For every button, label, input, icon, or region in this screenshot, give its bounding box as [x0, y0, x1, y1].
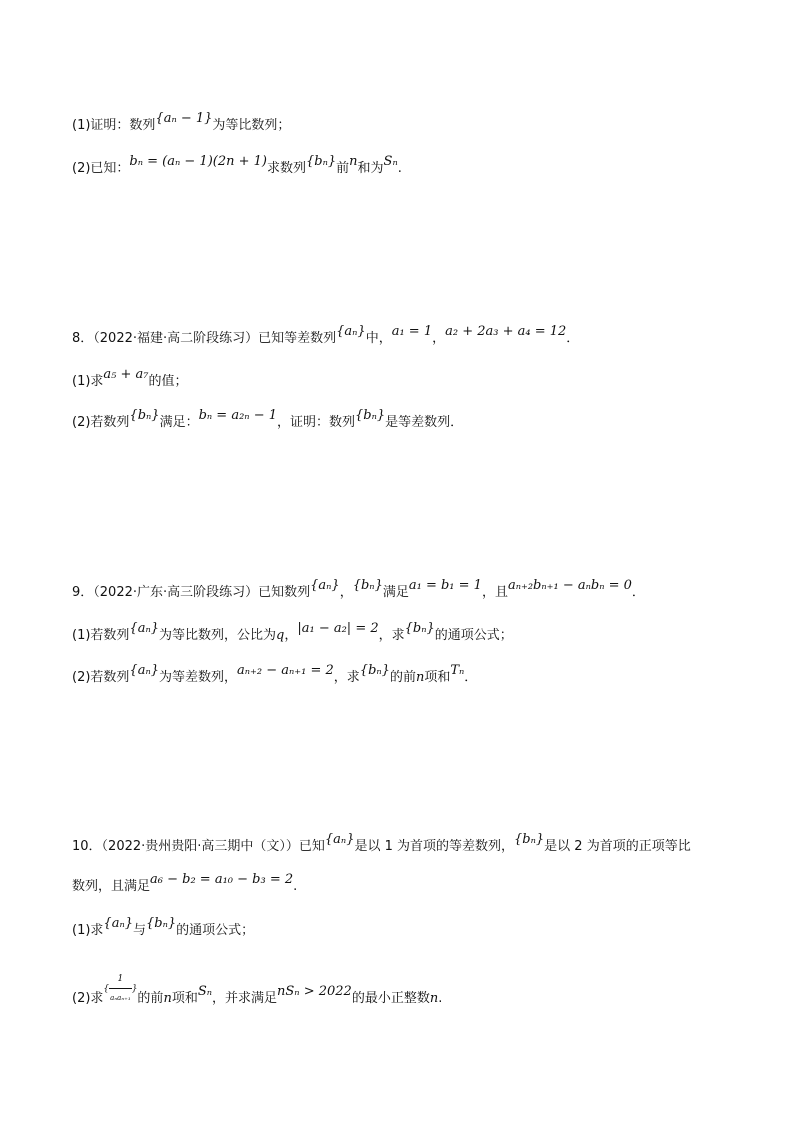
- text: .: [397, 161, 402, 176]
- math: |a₁ − a₂| = 2: [297, 621, 379, 636]
- text: (2)已知：: [72, 161, 130, 176]
- text: ．: [464, 670, 478, 685]
- math: aₙ₊₂bₙ₊₁ − aₙbₙ = 0: [507, 578, 632, 593]
- text: 是以 2 为首项的正项等比: [544, 839, 691, 854]
- text: 的最小正整数: [351, 991, 430, 1006]
- text: (2)若数列: [72, 415, 130, 430]
- text: ．: [631, 585, 645, 600]
- math: {aₙ}: [129, 621, 159, 636]
- text: 为等比数列；: [212, 118, 291, 133]
- math: n: [415, 670, 425, 685]
- problem8-part2: [72, 408, 464, 432]
- text: .: [438, 991, 443, 1006]
- text: ，: [432, 331, 446, 346]
- problem8-header: [72, 324, 580, 348]
- math: {aₙ}: [129, 663, 159, 678]
- math: {aₙ}: [103, 916, 133, 931]
- math: aₙ₊₂ − aₙ₊₁ = 2: [237, 663, 334, 678]
- text: ．: [566, 331, 580, 346]
- math: {bₙ}: [404, 621, 435, 636]
- problem10-line2: [72, 872, 298, 896]
- math: {aₙ}: [310, 578, 340, 593]
- text: 8．（2022·福建·高二阶段练习）已知等差数列: [72, 331, 337, 346]
- math: nSₙ > 2022: [277, 984, 352, 999]
- math: n: [349, 154, 358, 169]
- math: a₂ + 2a₃ + a₄ = 12: [445, 324, 567, 339]
- math: {bₙ}: [352, 578, 383, 593]
- text: ，: [284, 628, 298, 643]
- problem9-part2: [72, 663, 478, 687]
- math: bₙ = (aₙ − 1)(2n + 1): [129, 154, 267, 169]
- math: {bₙ}: [359, 663, 390, 678]
- math: a₆ − b₂ = a₁₀ − b₃ = 2: [150, 872, 294, 887]
- text: 是等差数列．: [385, 415, 464, 430]
- text: ，求: [378, 628, 405, 643]
- text: ，并求满足: [212, 991, 278, 1006]
- math: {aₙ}: [336, 324, 366, 339]
- text: 满足：: [159, 415, 199, 430]
- math: q: [276, 628, 285, 643]
- text: 9．（2022·广东·高三阶段练习）已知数列: [72, 585, 311, 600]
- text: ，且: [481, 585, 508, 600]
- problem7-part2: [72, 154, 402, 178]
- problem10-part2: [72, 974, 443, 1017]
- text: 项和: [171, 991, 198, 1006]
- text: .: [293, 879, 298, 894]
- text: 中，: [365, 331, 392, 346]
- math: a₅ + a₇: [103, 367, 149, 382]
- math: n: [163, 991, 172, 1006]
- problem9-header: [72, 578, 645, 602]
- math: {bₙ}: [306, 154, 337, 169]
- text: 的通项公式；: [176, 923, 255, 938]
- text: (1)若数列: [72, 628, 130, 643]
- text: 与: [132, 923, 146, 938]
- problem8-part1: [72, 367, 188, 391]
- text: 的通项公式；: [434, 628, 513, 643]
- text: (2)若数列: [72, 670, 130, 685]
- math: Sₙ: [197, 984, 213, 999]
- fraction: { 1 aₙaₙ₊₁ }: [103, 970, 137, 1007]
- text: (1)求: [72, 923, 104, 938]
- math: Sₙ: [383, 154, 398, 169]
- text: 为等比数列，公比为: [158, 628, 276, 643]
- fraction-denominator: aₙaₙ₊₁: [110, 994, 131, 1002]
- problem10-header: [72, 832, 691, 856]
- math: a₁ = b₁ = 1: [408, 578, 482, 593]
- text: 项和: [424, 670, 451, 685]
- text: (1)求: [72, 374, 104, 389]
- math: bₙ = a₂ₙ − 1: [198, 408, 277, 423]
- text: 是以 1 为首项的等差数列，: [354, 839, 515, 854]
- text: (1)证明：数列: [72, 118, 156, 133]
- math: {bₙ}: [129, 408, 160, 423]
- text: 数列，且满足: [72, 879, 151, 894]
- text: 为等差数列，: [158, 670, 237, 685]
- math: Tₙ: [450, 663, 465, 678]
- math: a₁ = 1: [391, 324, 433, 339]
- math: n: [429, 991, 439, 1006]
- math: {aₙ}: [324, 832, 355, 847]
- math: {bₙ}: [514, 832, 545, 847]
- text: (2)求: [72, 991, 104, 1006]
- math: {bₙ}: [355, 408, 386, 423]
- text: 的值；: [148, 374, 188, 389]
- problem7-part1: [72, 111, 291, 135]
- text: 的前: [389, 670, 416, 685]
- text: 和为: [357, 161, 384, 176]
- text: 求数列: [266, 161, 306, 176]
- text: 满足: [382, 585, 409, 600]
- fraction-numerator: 1: [109, 970, 132, 989]
- problem9-part1: [72, 621, 513, 645]
- text: 10．（2022·贵州贵阳·高三期中（文））已知: [72, 839, 325, 854]
- text: 前: [336, 161, 350, 176]
- text: ，: [339, 585, 353, 600]
- math: {bₙ}: [146, 916, 177, 931]
- text: ，求: [333, 670, 360, 685]
- math: {aₙ − 1}: [155, 111, 213, 126]
- problem10-part1: [72, 916, 255, 940]
- text: ，证明：数列: [276, 415, 355, 430]
- text: 的前: [137, 991, 164, 1006]
